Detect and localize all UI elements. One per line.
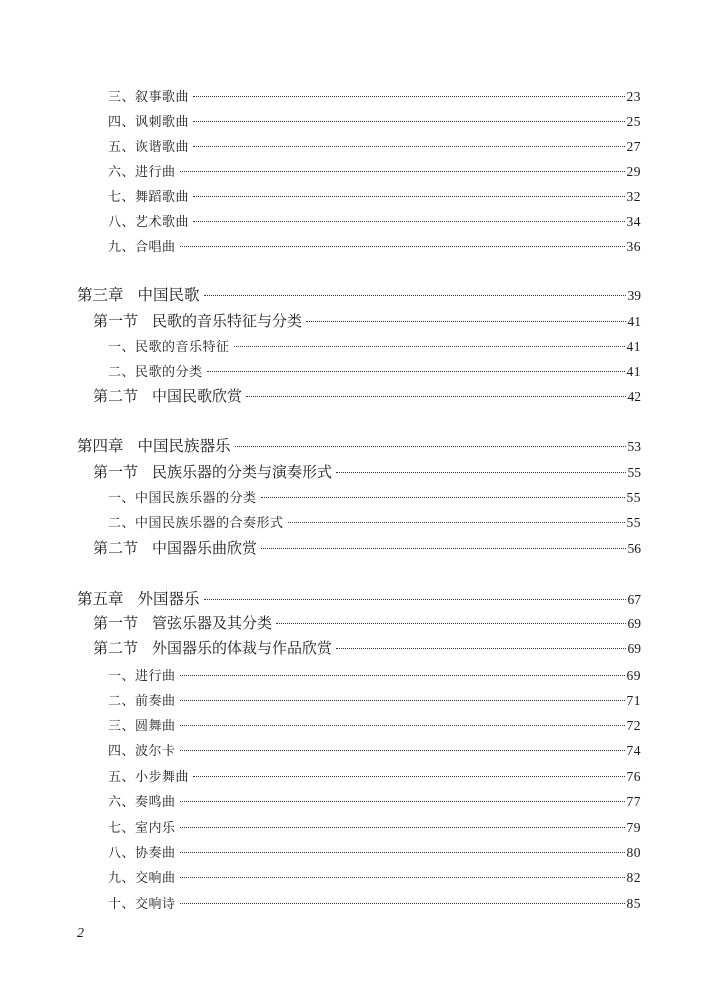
dot-leader xyxy=(288,522,625,523)
toc-page-number: 69 xyxy=(626,668,641,683)
toc-page-number: 36 xyxy=(626,239,641,254)
toc-page-number: 41 xyxy=(626,364,641,379)
toc-chapter xyxy=(77,283,641,305)
toc-page-number: 55 xyxy=(627,465,641,480)
toc-page-number: 82 xyxy=(626,870,641,885)
toc-item-title: 一、中国民族乐器的分类 xyxy=(108,491,257,506)
dot-leader xyxy=(180,750,625,751)
toc-item xyxy=(108,791,641,810)
toc-item-title: 九、交响曲 xyxy=(108,871,176,886)
section-name: 民族乐器的分类与演奏形式 xyxy=(152,463,333,481)
toc-item xyxy=(108,665,641,684)
toc-page-number: 56 xyxy=(627,541,641,556)
toc-page-number: 71 xyxy=(626,693,641,708)
toc-item xyxy=(108,236,641,255)
dot-leader xyxy=(180,675,625,676)
toc-page-number: 69 xyxy=(627,641,641,656)
toc-item xyxy=(108,740,641,759)
section-name: 民歌的音乐特征与分类 xyxy=(152,312,303,330)
section-name: 中国器乐曲欣赏 xyxy=(152,539,258,557)
toc-section xyxy=(93,637,641,658)
toc-chapter-title xyxy=(77,434,231,456)
toc-item-title: 二、前奏曲 xyxy=(108,694,176,709)
toc-page-number: 72 xyxy=(626,718,641,733)
toc-chapter xyxy=(77,434,641,456)
toc-item-title: 九、合唱曲 xyxy=(108,240,176,255)
dot-leader xyxy=(180,171,625,172)
toc-page-number: 55 xyxy=(626,490,641,505)
toc-item-title: 三、圆舞曲 xyxy=(108,719,176,734)
toc-item xyxy=(108,111,641,130)
toc-item xyxy=(108,136,641,155)
section-label: 第二节 xyxy=(93,539,139,557)
toc-item xyxy=(108,186,641,205)
dot-leader xyxy=(204,599,626,600)
dot-leader xyxy=(204,295,626,296)
toc-page-number: 53 xyxy=(627,439,641,454)
toc-item-title: 七、室内乐 xyxy=(108,821,176,836)
toc-page-number: 79 xyxy=(626,820,641,835)
page-folio-number: 2 xyxy=(77,926,84,941)
dot-leader xyxy=(180,801,625,802)
section-label: 第二节 xyxy=(93,387,139,405)
toc-section xyxy=(93,537,641,558)
toc-item-title: 五、诙谐歌曲 xyxy=(108,140,190,155)
dot-leader xyxy=(180,877,625,878)
toc-section-title xyxy=(93,537,257,558)
section-name: 中国民歌欣赏 xyxy=(152,387,243,405)
toc-item xyxy=(108,893,641,912)
dot-leader xyxy=(276,623,625,624)
toc-item-title: 一、进行曲 xyxy=(108,669,176,684)
toc-page-number: 67 xyxy=(627,592,641,607)
toc-item xyxy=(108,512,641,531)
toc-page-number: 41 xyxy=(627,314,641,329)
toc-item-title: 十、交响诗 xyxy=(108,897,176,912)
toc-chapter-title xyxy=(77,587,200,609)
dot-leader xyxy=(193,121,624,122)
toc-item xyxy=(108,715,641,734)
toc-section-title xyxy=(93,461,332,482)
toc-section xyxy=(93,461,641,482)
toc-page-number: 34 xyxy=(626,214,641,229)
toc-chapter xyxy=(77,587,641,609)
toc-page-number: 23 xyxy=(626,89,641,104)
dot-leader xyxy=(180,700,625,701)
dot-leader xyxy=(180,246,625,247)
dot-leader xyxy=(193,776,624,777)
dot-leader xyxy=(193,196,624,197)
toc-item-title: 四、讽刺歌曲 xyxy=(108,115,190,130)
section-label: 第二节 xyxy=(93,639,139,657)
toc-item-title: 六、奏鸣曲 xyxy=(108,795,176,810)
dot-leader xyxy=(193,146,624,147)
toc-item xyxy=(108,690,641,709)
dot-leader xyxy=(336,648,625,649)
section-label: 第一节 xyxy=(93,614,139,632)
dot-leader xyxy=(180,725,625,726)
toc-item-title: 二、民歌的分类 xyxy=(108,365,203,380)
toc-page-number: 55 xyxy=(626,515,641,530)
toc-page-number: 74 xyxy=(626,743,641,758)
dot-leader xyxy=(180,903,625,904)
toc-page-number: 39 xyxy=(627,288,641,303)
toc-item xyxy=(108,86,641,105)
dot-leader xyxy=(235,446,626,447)
toc-page-number: 69 xyxy=(627,616,641,631)
toc-item-title: 八、协奏曲 xyxy=(108,846,176,861)
toc-item-title: 八、艺术歌曲 xyxy=(108,215,190,230)
section-label: 第一节 xyxy=(93,312,139,330)
toc-item xyxy=(108,766,641,785)
toc-item-title: 七、舞蹈歌曲 xyxy=(108,190,190,205)
toc-page-number: 80 xyxy=(626,845,641,860)
toc-section xyxy=(93,385,641,406)
toc-item xyxy=(108,211,641,230)
toc-page-number: 32 xyxy=(626,189,641,204)
section-label: 第一节 xyxy=(93,463,139,481)
toc-item xyxy=(108,161,641,180)
dot-leader xyxy=(193,96,624,97)
toc-page-number: 25 xyxy=(626,114,641,129)
toc-item xyxy=(108,867,641,886)
toc-page-number: 29 xyxy=(626,164,641,179)
toc-section-title xyxy=(93,612,272,633)
chapter-name: 中国民族器乐 xyxy=(137,437,231,455)
toc-section xyxy=(93,612,641,633)
chapter-name: 中国民歌 xyxy=(137,286,200,304)
toc-page-number: 27 xyxy=(626,139,641,154)
toc-item xyxy=(108,817,641,836)
chapter-label: 第四章 xyxy=(77,437,124,455)
toc-item xyxy=(108,842,641,861)
toc-page-number: 76 xyxy=(626,769,641,784)
toc-page-number: 41 xyxy=(626,339,641,354)
toc-item xyxy=(108,336,641,355)
toc-item xyxy=(108,361,641,380)
dot-leader xyxy=(261,548,625,549)
toc-item-title: 三、叙事歌曲 xyxy=(108,90,190,105)
toc-page-number: 85 xyxy=(626,896,641,911)
dot-leader xyxy=(261,497,625,498)
section-name: 管弦乐器及其分类 xyxy=(152,614,273,632)
dot-leader xyxy=(306,321,625,322)
toc-item xyxy=(108,487,641,506)
toc-section-title xyxy=(93,385,242,406)
dot-leader xyxy=(207,371,625,372)
toc-item-title: 六、进行曲 xyxy=(108,165,176,180)
dot-leader xyxy=(234,346,625,347)
toc-item-title: 一、民歌的音乐特征 xyxy=(108,340,230,355)
dot-leader xyxy=(246,396,625,397)
section-name: 外国器乐的体裁与作品欣赏 xyxy=(152,639,333,657)
chapter-label: 第五章 xyxy=(77,590,124,608)
dot-leader xyxy=(193,221,624,222)
toc-section-title xyxy=(93,637,332,658)
toc-section xyxy=(93,310,641,331)
toc-section-title xyxy=(93,310,302,331)
dot-leader xyxy=(336,472,625,473)
chapter-label: 第三章 xyxy=(77,286,124,304)
toc-item-title: 二、中国民族乐器的合奏形式 xyxy=(108,516,284,531)
toc-chapter-title xyxy=(77,283,200,305)
dot-leader xyxy=(180,852,625,853)
dot-leader xyxy=(180,827,625,828)
toc-item-title: 四、波尔卡 xyxy=(108,744,176,759)
toc-item-title: 五、小步舞曲 xyxy=(108,770,190,785)
toc-page-number: 42 xyxy=(627,389,641,404)
toc-page-number: 77 xyxy=(626,794,641,809)
chapter-name: 外国器乐 xyxy=(137,590,200,608)
